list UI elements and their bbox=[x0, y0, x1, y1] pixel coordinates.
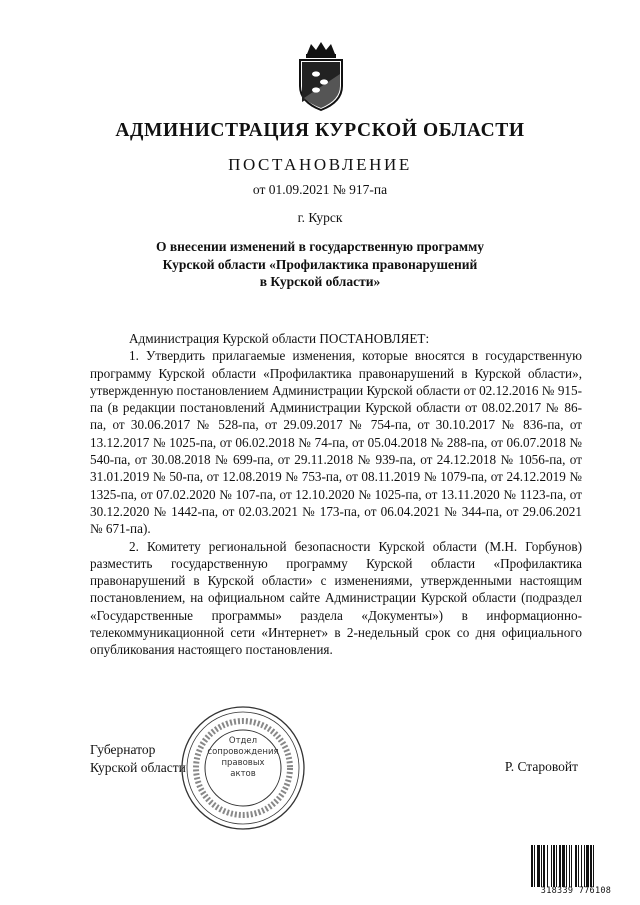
barcode-bar bbox=[553, 845, 555, 887]
body-item-1: 1. Утвердить прилагаемые изменения, которые вносятся в государственную программу Курской области «Профилактика правонарушений в Курской области», утвержденную постановлением Администрации Курской области от 02.12.2016 № 915-па (в редакции постановлений Администрации Курской области от 08.02.2017 № 86-па, от 30.06.2017 № 528-па, от 29.09.2017 № 754-па, от 30.10.2017 № 836-па, от 13.12.2017 № 1025-па, от 06.02.2018 № 74-па, от 05.04.2018 № 288-па, от 06.07.2018 № 540-па, от 30.08.2018 № 699-па, от 29.11.2018 № 939-па, от 24.12.2018 № 1056-па, от 31.01.2019 № 50-па, от 12.08.2019 № 753-па, от 08.11.2019 № 1079-па, от 24.12.2019 № 1325-па, от 07.02.2020 № 107-па, от 12.10.2020 № 1025-па, от 13.11.2020 № 1123-па, от 30.12.2020 № 1442-па, от 02.03.2021 № 173-па, от 06.04.2021 № 344-па, от 29.06.2021 № 671-па). bbox=[90, 348, 582, 537]
signer-position-line: Губернатор bbox=[90, 742, 156, 757]
coat-of-arms-emblem bbox=[290, 40, 352, 112]
barcode-bar bbox=[571, 845, 572, 887]
barcode-bar bbox=[543, 845, 545, 887]
barcode-bar bbox=[584, 845, 585, 887]
barcode-bar bbox=[569, 845, 570, 887]
signer-position bbox=[90, 741, 186, 776]
document-body bbox=[90, 330, 582, 659]
barcode-bar bbox=[556, 845, 557, 887]
stamp-line: Отдел bbox=[228, 736, 258, 746]
title-line: в Курской области» bbox=[259, 274, 381, 289]
barcode-bar bbox=[575, 845, 577, 887]
stamp-line: правовых bbox=[221, 758, 265, 768]
title-line: О внесении изменений в государственную программу bbox=[155, 239, 485, 254]
signer-position-line: Курской области bbox=[90, 759, 186, 775]
document-type: ПОСТАНОВЛЕНИЕ bbox=[228, 155, 412, 174]
stamp-line: сопровождения bbox=[207, 747, 279, 757]
barcode-bar bbox=[578, 845, 579, 887]
stamp-center-text bbox=[180, 736, 306, 780]
barcode-bar bbox=[531, 845, 533, 887]
barcode-bar bbox=[551, 845, 552, 887]
signer-name: Р. Старовойт bbox=[504, 759, 578, 774]
body-item-2: 2. Комитету региональной безопасности Курской области (М.Н. Горбунов) разместить государственную программу Курской области «Профилактика правонарушений в Курской области» с изменениями, утвержденными настоящим постановлением, на официальном сайте Администрации Курской области (подраздел «Государственные программы» раздела «Документы») в информационно-телекоммуникационной сети «Интернет» в 2-недельный срок со дня официального опубликования настоящего постановления. bbox=[90, 538, 582, 658]
barcode-bar bbox=[547, 845, 548, 887]
barcode-bar bbox=[559, 845, 561, 887]
organization-heading: АДМИНИСТРАЦИЯ КУРСКОЙ ОБЛАСТИ bbox=[115, 120, 525, 141]
barcode-bar bbox=[537, 845, 540, 887]
stamp-line: актов bbox=[230, 769, 256, 779]
document-date-number: от 01.09.2021 № 917-па bbox=[252, 182, 388, 197]
body-intro: Администрация Курской области ПОСТАНОВЛЯЕТ: bbox=[129, 331, 430, 346]
title-line: Курской области «Профилактика правонарушений bbox=[162, 256, 478, 272]
barcode-bar bbox=[581, 845, 582, 887]
barcode-bar bbox=[590, 845, 592, 887]
document-title bbox=[120, 238, 520, 291]
barcode-bar bbox=[566, 845, 567, 887]
barcode-bar bbox=[593, 845, 594, 887]
barcode bbox=[530, 845, 622, 887]
barcode-bar bbox=[586, 845, 589, 887]
city-line: г. Курск bbox=[297, 210, 343, 225]
barcode-number: 318339 776108 bbox=[540, 886, 612, 896]
barcode-bar bbox=[534, 845, 535, 887]
barcode-bar bbox=[541, 845, 542, 887]
barcode-bar bbox=[562, 845, 565, 887]
